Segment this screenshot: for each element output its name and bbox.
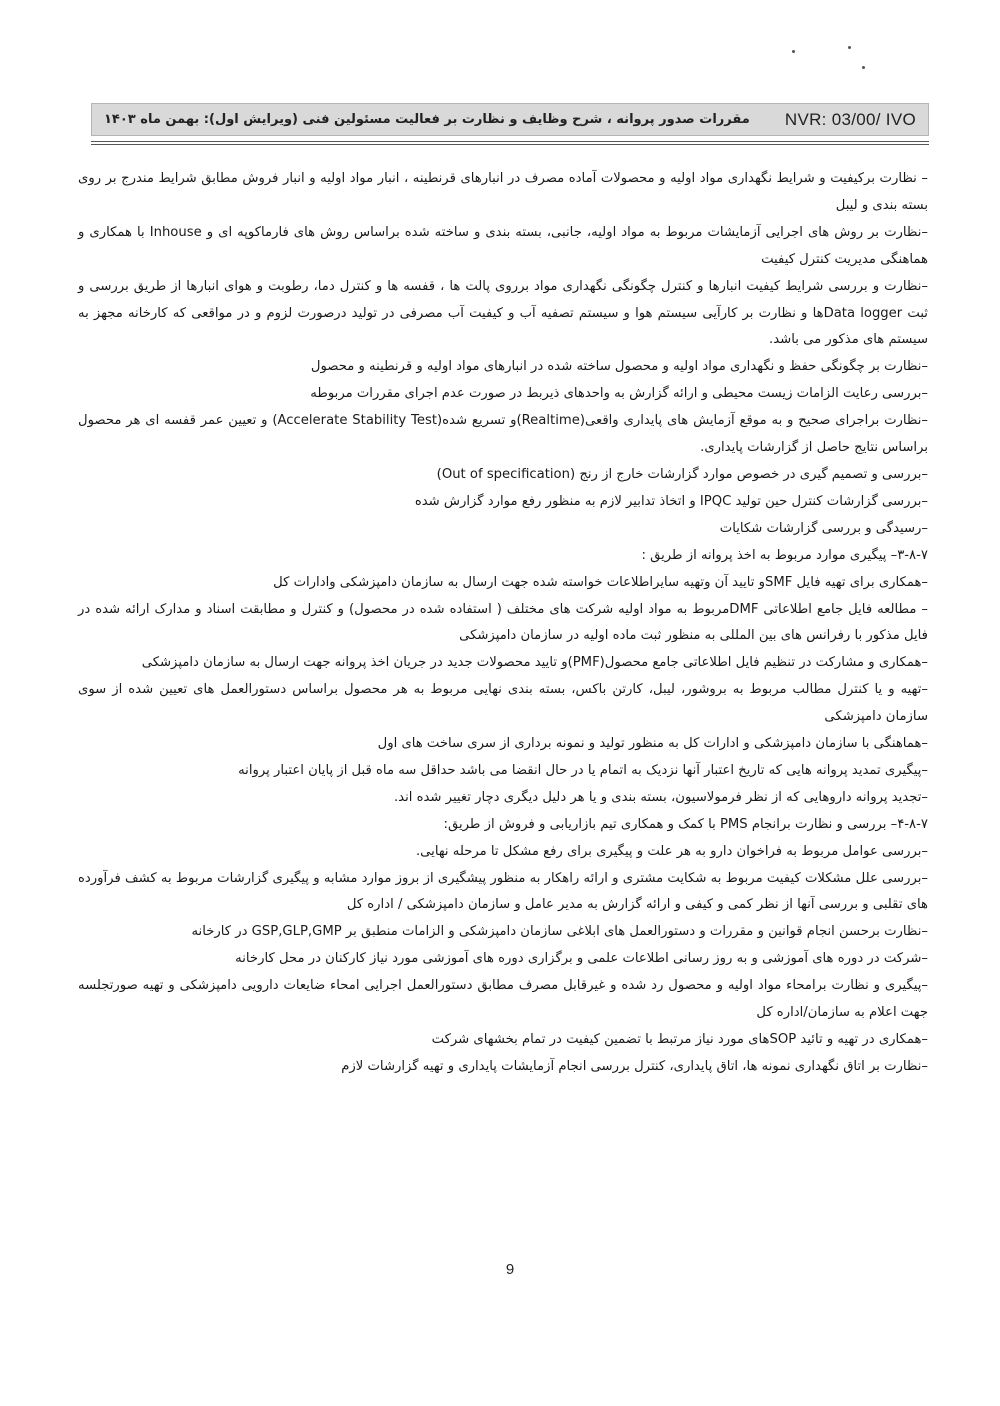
paragraph: –تجدید پروانه داروهایی که از نظر فرمولاسیون، بسته بندی و یا هر دلیل دیگری دچار تغییر شده اند. (393, 789, 928, 805)
paragraph: –شرکت در دوره های آموزشی و به روز رسانی اطلاعات علمی و برگزاری دوره های آموزشی مورد نیاز کارکنان در محل کارخانه (235, 951, 928, 967)
paragraph: –نظارت برحسن انجام قوانین و مقررات و دستورالعمل های ابلاغی سازمان دامپزشکی و الزامات منطبق بر GSP,GLP,GMP در کارخانه (191, 924, 928, 940)
scan-specks (780, 40, 880, 80)
section-heading: ۴-۸-۷– بررسی و نظارت برانجام PMS با کمک و همکاری تیم بازاریابی و فروش از طریق: (443, 816, 928, 832)
header-title: مقررات صدور پروانه ، شرح وظایف و نظارت بر فعالیت مسئولین فنی (ویرایش اول): بهمن ماه ۱۴۰۳ (104, 112, 750, 127)
document-body (78, 166, 928, 1081)
paragraph: –بررسی و تصمیم گیری در خصوص موارد گزارشات خارج از رنج (Out of specification) (436, 466, 928, 482)
paragraph: –پیگیری تمدید پروانه هایی که تاریخ اعتبار آنها نزدیک به اتمام یا در حال انقضا می باشد حداقل سه ماه قبل از پایان اعتبار پروانه (238, 762, 928, 778)
page-number: 9 (505, 1261, 515, 1278)
paragraph: –همکاری و مشارکت در تنظیم فایل اطلاعاتی جامع محصول(PMF)و تایید محصولات جدید در جریان اخذ پروانه جهت ارسال به سازمان دامپزشکی (141, 655, 928, 671)
paragraph: –نظارت بر روش های اجرایی آزمایشات مربوط به مواد اولیه، جانبی، بسته بندی و ساخته شده براساس روش های فارماکوپه ای و Inhouse با همکاری و هماهنگی مدیریت کنترل کیفیت (78, 224, 928, 267)
paragraph: –هماهنگی با سازمان دامپزشکی و ادارات کل به منظور تولید و نمونه برداری از سری ساخت های اول (377, 736, 928, 752)
paragraph: –بررسی علل مشکلات کیفیت مربوط به شکایت مشتری و ارائه راهکار به منظور پیشگیری از بروز موارد مشابه و پیگیری گزارشات مربوط به کشف فرآورده های تقلبی و بررسی آنها از نظر کمی و کیفی و ارائه گزارش به مدیر عامل و سازمان دامپزشکی / اداره کل (78, 870, 928, 913)
paragraph: –نظارت و بررسی شرایط کیفیت انبارها و کنترل چگونگی نگهداری مواد برروی پالت ها ، قفسه ها و کنترل دما، رطوبت و هوای انبارها از طریق بررسی و ثبت Data loggerها و نظارت بر کارآیی سیستم هوا و سیستم تصفیه آب و کیفیت آب مصرفی در تولید درصورت لزوم و در مواقعی که کارخانه مجهز به سیستم های مذکور می باشد. (78, 278, 928, 348)
paragraph: –پیگیری و نظارت برامحاء مواد اولیه و محصول رد شده و غیرقابل مصرف مطابق دستورالعمل اجرایی امحاء ضایعات دارویی دامپزشکی و تهیه صورتجلسه جهت اعلام به سازمان/اداره کل (78, 978, 928, 1021)
paragraph: –رسیدگی و بررسی گزارشات شکایات (719, 520, 928, 536)
paragraph: –تهیه و یا کنترل مطالب مربوط به بروشور، لیبل، کارتن باکس، بسته بندی نهایی مربوط به هر محصول براساس دستورالعمل های تعیین شده از سوی سازمان دامپزشکی (78, 682, 928, 725)
document-code: NVR: 03/00/ IVO (784, 109, 916, 129)
paragraph: –بررسی عوامل مربوط به فراخوان دارو به هر علت و پیگیری برای رفع مشکل تا مرحله نهایی. (415, 843, 928, 859)
paragraph: –نظارت بر اتاق نگهداری نمونه ها، اتاق پایداری، کنترل بررسی انجام آزمایشات پایداری و تهیه گزارشات لازم (341, 1058, 928, 1074)
speck (862, 66, 865, 69)
paragraph: – نظارت برکیفیت و شرایط نگهداری مواد اولیه و محصولات آماده مصرف در انبارهای قرنطینه ، انبار مواد اولیه و انبار فروش مطابق شرایط مندرج بر روی بسته بندی و لیبل (78, 171, 928, 213)
paragraph: –نظارت براجرای صحیح و به موقع آزمایش های پایداری واقعی(Realtime)و تسریع شده(Accelerate Stability Test) و تعیین عمر قفسه ای هر محصول براساس نتایج حاصل از گزارشات پایداری. (78, 413, 928, 456)
paragraph: – مطالعه فایل جامع اطلاعاتی DMFمربوط به مواد اولیه شرکت های مختلف ( استفاده شده در محصول) و کنترل و مطابقت اسناد و مدارک ارائه شده در فایل مذکور با رفرانس های بین المللی به منظور ثبت ماده اولیه در سازمان دامپزشکی (78, 601, 928, 644)
document-header (91, 103, 929, 136)
paragraph: –بررسی گزارشات کنترل حین تولید IPQC و اتخاذ تدابیر لازم به منظور رفع موارد گزارش شده (414, 493, 928, 509)
header-rule (91, 141, 929, 142)
header-rule (91, 144, 929, 145)
section-heading: ۳-۸-۷– پیگیری موارد مربوط به اخذ پروانه از طریق : (641, 547, 928, 563)
paragraph: –همکاری برای تهیه فایل SMFو تایید آن وتهیه سایراطلاعات خواسته شده جهت ارسال به سازمان دامپزشکی وادارات کل (273, 574, 928, 590)
paragraph: –همکاری در تهیه و تائید SOPهای مورد نیاز مرتبط با تضمین کیفیت در تمام بخشهای شرکت (431, 1032, 928, 1047)
speck (848, 46, 851, 49)
paragraph: –بررسی رعایت الزامات زیست محیطی و ارائه گزارش به واحدهای ذیربط در صورت عدم اجرای مقررات مربوطه (310, 386, 928, 402)
paragraph: –نظارت بر چگونگی حفظ و نگهداری مواد اولیه و محصول ساخته شده در انبارهای مواد اولیه و قرنطینه و محصول (310, 359, 928, 375)
speck (792, 50, 795, 53)
